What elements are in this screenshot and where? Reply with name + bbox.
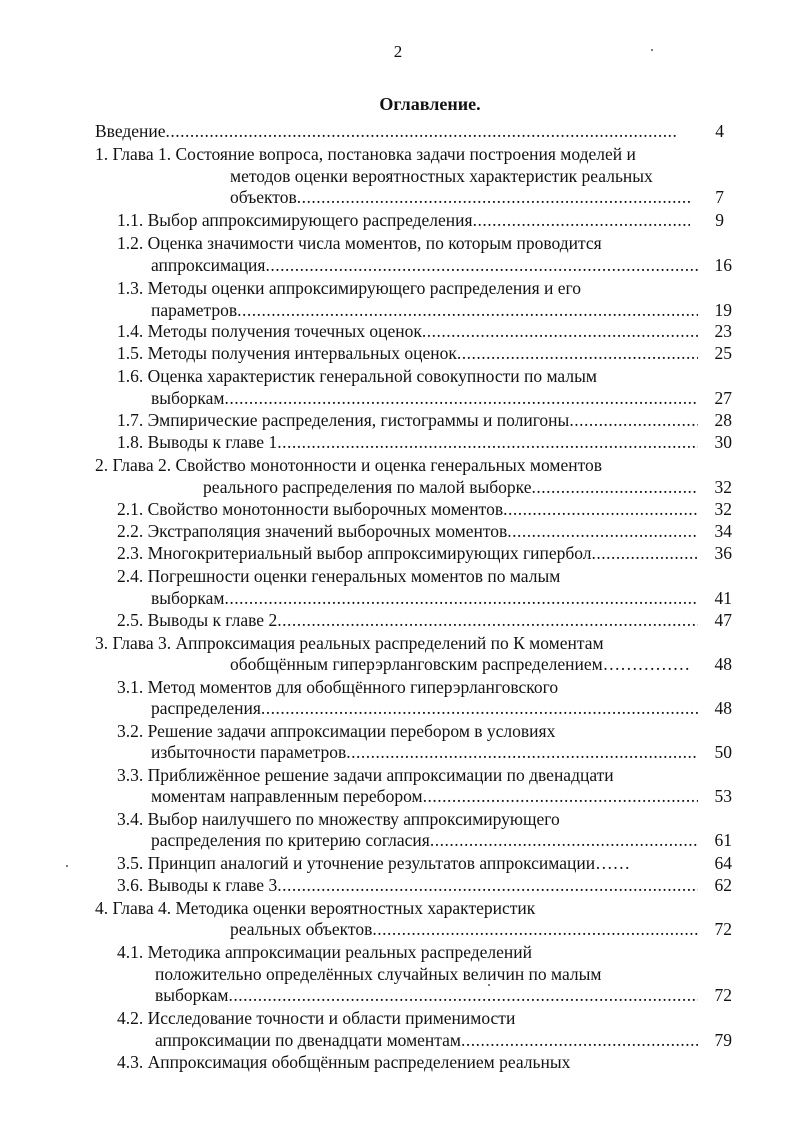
toc-entry-3-5[interactable] (117, 852, 630, 874)
toc-entry-text: объектов (230, 187, 297, 207)
toc-entry-3-6[interactable] (117, 874, 698, 896)
toc-entry-ch2[interactable] (203, 476, 698, 498)
toc-leader-dots: …………… (602, 654, 691, 674)
toc-entry-text: 1.7. Эмпирические распределения, гистограммы и полигоны (117, 410, 570, 430)
toc-page-number: 19 (714, 300, 732, 320)
toc-entry-text: 1.5. Методы получения интервальных оценок (117, 343, 457, 363)
toc-entry-4-1[interactable] (155, 984, 698, 1006)
toc-entry-text: реального распределения по малой выборке (203, 477, 532, 497)
toc-entry-text: распределения по критерию согласия (151, 830, 430, 850)
toc-entry-line: 3.4. Выбор наилучшего по множеству аппроксимирующего (117, 809, 560, 829)
toc-page-number: 36 (714, 543, 732, 563)
toc-page-number: 25 (714, 343, 732, 363)
toc-page-number: 32 (714, 499, 732, 519)
toc-page-number: 48 (714, 698, 732, 718)
toc-page-number: 61 (714, 830, 732, 850)
toc-page-number: 48 (714, 654, 732, 674)
toc-entry-ch1[interactable] (230, 186, 690, 208)
toc-entry-line: 3.3. Приближённое решение задачи аппроксимации по двенадцати (117, 765, 614, 785)
toc-entry-2-1[interactable] (117, 498, 698, 520)
toc-page-number: 23 (714, 321, 732, 341)
toc-page-number: 50 (714, 742, 732, 762)
toc-entry-line: 2.4. Погрешности оценки генеральных моментов по малым (117, 566, 561, 586)
toc-entry-4-3[interactable]: 4.3. Аппроксимация обобщённым распределением реальных (117, 1052, 571, 1072)
toc-entry-2-4[interactable] (151, 587, 698, 609)
toc-entry-1-5[interactable] (117, 342, 698, 364)
toc-entry-line: 1. Глава 1. Состояние вопроса, постановка задачи построения моделей и (95, 144, 636, 164)
toc-page-number: 34 (714, 521, 732, 541)
toc-page-number: 53 (714, 786, 732, 806)
toc-page-number: 72 (714, 985, 732, 1005)
toc-entry-1-3[interactable] (151, 299, 698, 321)
toc-entry-3-1[interactable] (151, 697, 698, 719)
page-number: 2 (393, 42, 403, 61)
toc-entry-line: 1.2. Оценка значимости числа моментов, по которым проводится (117, 233, 602, 253)
toc-page-number: 64 (714, 853, 732, 873)
toc-entry-1-7[interactable] (117, 409, 698, 431)
toc-page-number: 79 (714, 1030, 732, 1050)
toc-entry-line: 3.2. Решение задачи аппроксимации перебором в условиях (117, 721, 556, 741)
scan-speck (488, 984, 490, 986)
toc-entry-text: выборкам (151, 588, 225, 608)
toc-entry-2-2[interactable] (117, 520, 698, 542)
toc-entry-text: реальных объектов (230, 919, 373, 939)
toc-page-number: 47 (714, 610, 732, 630)
toc-entry-line: 4.2. Исследование точности и области применимости (117, 1008, 516, 1028)
toc-entry-line: 4.1. Методика аппроксимации реальных распределений (117, 942, 533, 962)
toc-page-number: 16 (714, 255, 732, 275)
toc-entry-3-4[interactable] (151, 829, 698, 851)
toc-entry-ch3[interactable] (230, 653, 690, 675)
toc-page-number: 32 (714, 477, 732, 497)
toc-entry-text: 2.2. Экстраполяция значений выборочных моментов (117, 521, 508, 541)
toc-page-number: 62 (714, 875, 732, 895)
toc-entry-text: аппроксимации по двенадцати моментам (155, 1030, 461, 1050)
toc-entry-1-6[interactable] (151, 387, 698, 409)
toc-entry-text: 1.8. Выводы к главе 1 (117, 432, 278, 452)
toc-entry-intro[interactable] (95, 120, 678, 142)
toc-entry-2-3[interactable] (117, 542, 698, 564)
toc-page-number: 28 (714, 410, 732, 430)
toc-entry-line: положительно определённых случайных величин по малым (155, 964, 602, 984)
toc-entry-line: 2. Глава 2. Свойство монотонности и оценка генеральных моментов (95, 455, 603, 475)
toc-entry-text: Введение (95, 121, 166, 141)
toc-page-number: 9 (715, 210, 724, 230)
toc-page-number: 7 (715, 187, 724, 207)
toc-entry-4-2[interactable] (155, 1029, 698, 1051)
toc-entry-1-2[interactable] (151, 254, 698, 276)
scan-speck (651, 49, 653, 51)
toc-entry-text: 2.3. Многокритериальный выбор аппроксимирующих гипербол (117, 543, 592, 563)
toc-entry-1-4[interactable] (117, 320, 698, 342)
toc-leader-dots: …… (595, 853, 631, 873)
page-title: Оглавление. (379, 94, 481, 114)
toc-entry-2-5[interactable] (117, 609, 698, 631)
toc-entry-1-1[interactable] (117, 209, 690, 231)
toc-page-number: 30 (714, 432, 732, 452)
toc-entry-line: 1.3. Методы оценки аппроксимирующего распределения и его (117, 278, 582, 298)
toc-entry-text: 1.1. Выбор аппроксимирующего распределения (117, 210, 473, 230)
toc-entry-text: 3.6. Выводы к главе 3 (117, 875, 278, 895)
scan-speck (66, 865, 68, 867)
toc-entry-ch4[interactable] (230, 918, 698, 940)
toc-entry-text: распределения (151, 698, 261, 718)
toc-entry-text: выборкам (151, 388, 225, 408)
toc-entry-text: 3.5. Принцип аналогий и уточнение результатов аппроксимации (117, 853, 596, 873)
toc-entry-line: методов оценки вероятностных характеристик реальных (230, 166, 653, 186)
toc-entry-line: 1.6. Оценка характеристик генеральной совокупности по малым (117, 366, 597, 386)
toc-entry-text: аппроксимация (151, 255, 266, 275)
toc-entry-line: 4. Глава 4. Методика оценки вероятностных характеристик (95, 898, 536, 918)
toc-entry-line: 3.1. Метод моментов для обобщённого гиперэрланговского (117, 677, 559, 697)
toc-entry-text: моментам направленным перебором (151, 786, 423, 806)
toc-entry-text: 2.1. Свойство монотонности выборочных моментов (117, 499, 504, 519)
toc-page-number: 41 (714, 588, 732, 608)
toc-entry-text: 1.4. Методы получения точечных оценок (117, 321, 422, 341)
toc-page-number: 4 (715, 121, 724, 141)
toc-page-number: 72 (714, 919, 732, 939)
toc-entry-text: избыточности параметров (151, 742, 347, 762)
toc-entry-1-8[interactable] (117, 431, 698, 453)
toc-entry-text: выборкам (155, 985, 229, 1005)
toc-entry-3-2[interactable] (151, 741, 698, 763)
toc-entry-3-3[interactable] (151, 785, 698, 807)
toc-entry-text: 2.5. Выводы к главе 2 (117, 610, 278, 630)
toc-entry-text: параметров (151, 300, 238, 320)
toc-entry-line: 3. Глава 3. Аппроксимация реальных распределений по К моментам (95, 633, 604, 653)
toc-page-number: 27 (714, 388, 732, 408)
toc-entry-text: обобщённым гиперэрланговским распределением (230, 654, 603, 674)
